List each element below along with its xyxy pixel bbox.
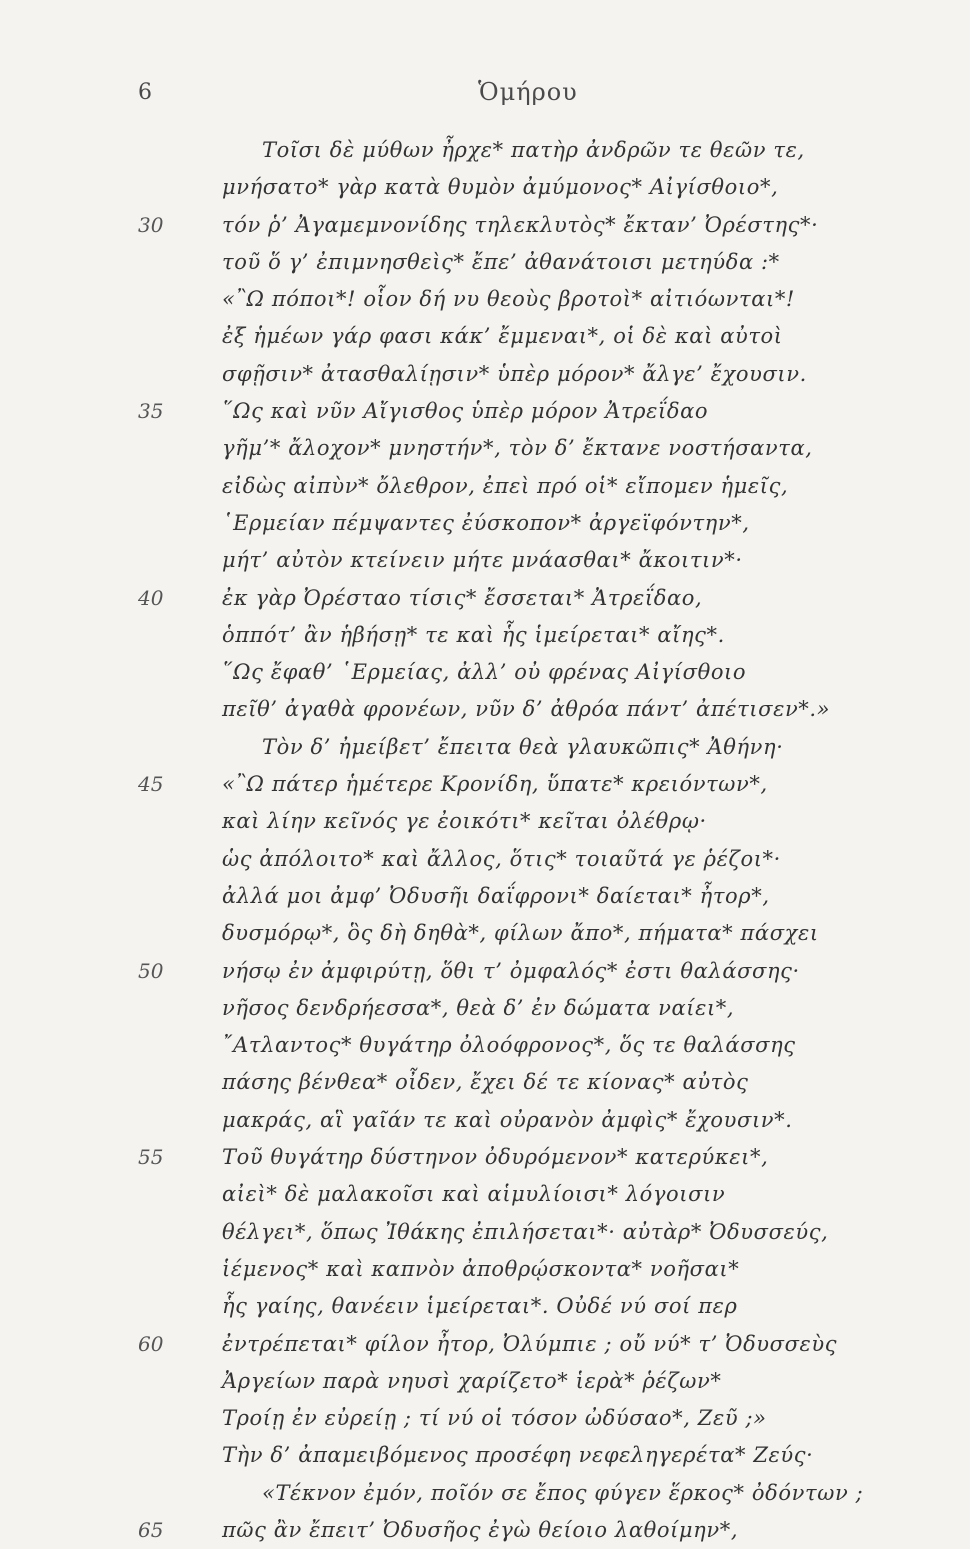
verse-line-text: Ἀργείων παρὰ νηυσὶ χαρίζετο* ἱερὰ* ῥέζων* [222, 1368, 722, 1393]
verse-line-text: πεῖθ’ ἀγαθὰ φρονέων, νῦν δ’ ἀθρόα πάντ’ ἀπέτισεν*.» [222, 697, 831, 722]
verse-line [0, 1326, 970, 1363]
verse-line [0, 1363, 970, 1400]
verse-line-text: Τὴν δ’ ἀπαμειβόμενος προσέφη νεφεληγερέτα* Ζεύς· [222, 1443, 814, 1468]
verse-line-text: ὡς ἀπόλοιτο* καὶ ἄλλος, ὅτις* τοιαῦτά γε ῥέζοι*· [222, 846, 781, 871]
verse-line-text: «῍Ω πόποι*! οἷον δή νυ θεοὺς βροτοὶ* αἰτιόωνται*! [222, 287, 795, 312]
verse-line-text: Τροίῃ ἐν εὐρείῃ ; τί νύ οἱ τόσον ὠδύσαο*, Ζεῦ ;» [222, 1406, 767, 1431]
verse-line [0, 878, 970, 915]
verse-line-text: ῞Ως καὶ νῦν Αἴγισθος ὑπὲρ μόρον Ἀτρεΐδαο [222, 399, 709, 424]
verse-line-text: Τοῖσι δὲ μύθων ἦρχε* πατὴρ ἀνδρῶν τε θεῶν τε, [262, 138, 805, 162]
verse-text-block [0, 132, 970, 1549]
verse-line-text: ἐκ γὰρ Ὀρέσταο τίσις* ἔσσεται* Ἀτρεΐδαο, [222, 585, 703, 610]
verse-line-text: καὶ λίην κεῖνός γε ἐοικότι* κεῖται ὀλέθρῳ· [222, 809, 707, 834]
verse-line [0, 1064, 970, 1101]
verse-line [0, 1437, 970, 1474]
verse-line-text: «Τέκνον ἐμόν, ποῖόν σε ἔπος φύγεν ἕρκος* ὀδόντων ; [262, 1480, 864, 1505]
verse-line [0, 691, 970, 728]
verse-line [0, 953, 970, 990]
verse-line [0, 841, 970, 878]
verse-line-text: θέλγει*, ὅπως Ἰθάκης ἐπιλήσεται*· αὐτὰρ* Ὀδυσσεύς, [222, 1219, 829, 1244]
verse-line-text: τοῦ ὅ γ’ ἐπιμνησθεὶς* ἔπε’ ἀθανάτοισι μετηύδα :* [222, 249, 780, 274]
verse-line [0, 1512, 970, 1549]
verse-line [0, 1139, 970, 1176]
line-number: 55 [138, 1145, 164, 1170]
verse-line [0, 580, 970, 617]
verse-line-text: ἧς γαίης, θανέειν ἱμείρεται*. Οὐδέ νύ σοί περ [222, 1294, 738, 1319]
verse-line [0, 1102, 970, 1139]
verse-line [0, 915, 970, 952]
verse-line-text: ῎Ατλαντος* θυγάτηρ ὀλοόφρονος*, ὅς τε θαλάσσης [222, 1033, 796, 1058]
verse-line-text: ῾Ερμείαν πέμψαντες ἐύσκοπον* ἀργεϊφόντην*, [222, 510, 750, 535]
verse-line-text: ὁππότ’ ἂν ἡβήσῃ* τε καὶ ἧς ἱμείρεται* αἴης*. [222, 622, 725, 647]
verse-line-text: ἐξ ἡμέων γάρ φασι κάκ’ ἔμμεναι*, οἱ δὲ καὶ αὐτοὶ [222, 324, 783, 349]
verse-line [0, 1475, 970, 1512]
line-number: 40 [138, 585, 164, 610]
verse-line-text: πάσης βένθεα* οἶδεν, ἔχει δέ τε κίονας* αὐτὸς [222, 1070, 749, 1095]
verse-line-text: γῆμ’* ἄλοχον* μνηστήν*, τὸν δ’ ἔκτανε νοστήσαντα, [222, 436, 813, 461]
verse-line [0, 318, 970, 355]
verse-line-text: ἐντρέπεται* φίλον ἦτορ, Ὀλύμπιε ; οὔ νύ* τ’ Ὀδυσσεὺς [222, 1331, 838, 1356]
verse-line-text: μνήσατο* γὰρ κατὰ θυμὸν ἀμύμονος* Αἰγίσθοιο*, [222, 175, 779, 200]
verse-line-text: μήτ’ αὐτὸν κτείνειν μήτε μνάασθαι* ἄκοιτιν*· [222, 548, 743, 573]
verse-line-text: «῍Ω πάτερ ἡμέτερε Κρονίδη, ὕπατε* κρειόντων*, [222, 772, 768, 797]
line-number: 45 [138, 772, 164, 797]
verse-line-text: τόν ῥ’ Ἀγαμεμνονίδης τηλεκλυτὸς* ἔκταν’ Ὀρέστης*· [222, 212, 819, 237]
verse-line [0, 1214, 970, 1251]
verse-line [0, 430, 970, 467]
verse-line [0, 1400, 970, 1437]
line-number: 50 [138, 958, 164, 983]
verse-line [0, 281, 970, 318]
verse-line-text: εἰδὼς αἰπὺν* ὄλεθρον, ἐπεὶ πρό οἱ* εἴπομεν ἡμεῖς, [222, 473, 789, 498]
line-number: 60 [138, 1331, 164, 1356]
verse-line [0, 356, 970, 393]
verse-line-text: νῆσος δενδρήεσσα*, θεὰ δ’ ἐν δώματα ναίει*, [222, 995, 735, 1020]
verse-line-text: Τοῦ θυγάτηρ δύστηνον ὀδυρόμενον* κατερύκει*, [222, 1145, 769, 1170]
verse-line [0, 468, 970, 505]
verse-line [0, 542, 970, 579]
verse-line [0, 132, 970, 169]
verse-line [0, 169, 970, 206]
verse-line-text: πῶς ἂν ἔπειτ’ Ὀδυσῆος ἐγὼ θείοιο λαθοίμην*, [222, 1517, 739, 1542]
verse-line [0, 1288, 970, 1325]
line-number: 65 [138, 1517, 164, 1542]
verse-line [0, 990, 970, 1027]
verse-line [0, 207, 970, 244]
verse-line [0, 1251, 970, 1288]
verse-line [0, 1176, 970, 1213]
verse-line [0, 766, 970, 803]
verse-line [0, 803, 970, 840]
verse-line [0, 729, 970, 766]
verse-line-text: δυσμόρῳ*, ὃς δὴ δηθὰ*, φίλων ἄπο*, πήματα* πάσχει [222, 921, 819, 946]
verse-line-text: μακράς, αἳ γαῖάν τε καὶ οὐρανὸν ἀμφὶς* ἔχουσιν*. [222, 1107, 793, 1132]
verse-line-text: νήσῳ ἐν ἀμφιρύτῃ, ὅθι τ’ ὀμφαλός* ἐστι θαλάσσης· [222, 958, 800, 983]
verse-line-text: ῞Ως ἔφαθ’ ῾Ερμείας, ἀλλ’ οὐ φρένας Αἰγίσθοιο [222, 660, 747, 685]
verse-line-text: σφῇσιν* ἀτασθαλίῃσιν* ὑπὲρ μόρον* ἄλγε’ ἔχουσιν. [222, 361, 807, 386]
verse-line [0, 617, 970, 654]
verse-line [0, 393, 970, 430]
verse-line [0, 244, 970, 281]
verse-line-text: ἀλλά μοι ἀμφ’ Ὀδυσῆι δαΐφρονι* δαίεται* ἦτορ*, [222, 883, 770, 908]
line-number: 35 [138, 399, 164, 424]
verse-line [0, 654, 970, 691]
verse-line [0, 1027, 970, 1064]
page-number: 6 [138, 80, 152, 105]
line-number: 30 [138, 212, 164, 237]
verse-line [0, 505, 970, 542]
verse-line-text: ἱέμενος* καὶ καπνὸν ἀποθρῴσκοντα* νοῆσαι* [222, 1256, 740, 1281]
running-head: Ὁμήρου [478, 78, 578, 106]
verse-line-text: Τὸν δ’ ἠμείβετ’ ἔπειτα θεὰ γλαυκῶπις* Ἀθήνη· [262, 734, 784, 759]
verse-line-text: αἰεὶ* δὲ μαλακοῖσι καὶ αἱμυλίοισι* λόγοισιν [222, 1182, 726, 1207]
